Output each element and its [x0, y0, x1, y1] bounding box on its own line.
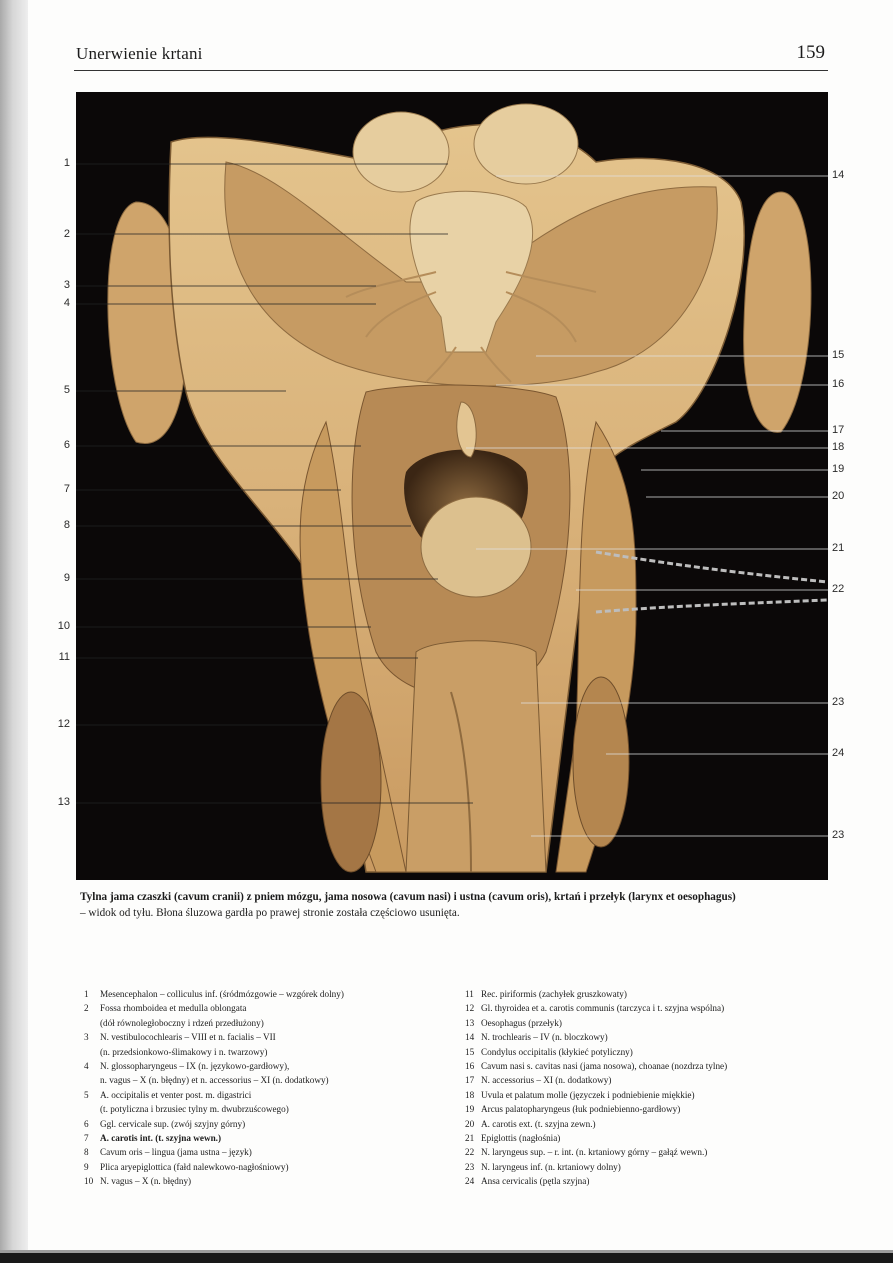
figure-label-4: 4: [63, 297, 70, 309]
legend-item: [84, 1131, 454, 1145]
legend-text: N. glossopharyngeus – IX (n. językowo-gardłowy),: [100, 1061, 290, 1072]
legend-number: 24: [465, 1176, 475, 1187]
figure-label-11: 11: [58, 651, 70, 663]
legend-text: N. vestibulocochlearis – VIII et n. facialis – VII: [100, 1032, 276, 1043]
legend-item: [84, 987, 454, 1001]
legend-text: N. laryngeus inf. (n. krtaniowy dolny): [481, 1161, 621, 1172]
legend-number: 17: [465, 1075, 475, 1086]
legend-text: Fossa rhomboidea et medulla oblongata: [100, 1003, 247, 1014]
legend-text: A. carotis ext. (t. szyjna zewn.): [481, 1118, 596, 1129]
legend-text: n. vagus – X (n. błędny) et n. accessorius – XI (n. dodatkowy): [100, 1075, 329, 1086]
legend-item: [84, 1117, 454, 1131]
figure-label-2: 2: [63, 228, 70, 240]
figure-label-23-lower: 23: [832, 829, 845, 841]
legend-number: 19: [465, 1104, 475, 1115]
legend-item: [84, 1088, 454, 1102]
figure-label-13: 13: [57, 796, 70, 808]
figure-label-15: 15: [832, 349, 845, 361]
dissection-illustration: [76, 92, 828, 880]
legend-number: 3: [84, 1032, 89, 1043]
legend-number: 20: [465, 1118, 475, 1129]
figure-label-12: 12: [57, 718, 70, 730]
legend-number: 2: [84, 1003, 89, 1014]
figure-label-3: 3: [63, 279, 70, 291]
legend-left-column: [84, 987, 454, 1189]
figure-label-9: 9: [63, 572, 70, 584]
legend-item: [465, 987, 835, 1001]
legend-text: A. carotis int. (t. szyjna wewn.): [100, 1133, 222, 1144]
figure-label-21: 21: [832, 542, 845, 554]
legend-text: Arcus palatopharyngeus (łuk podniebienno-gardłowy): [481, 1104, 681, 1115]
legend-number: 22: [465, 1147, 475, 1158]
legend-item: [84, 1160, 454, 1174]
legend-number: 8: [84, 1147, 89, 1158]
legend-text: Epiglottis (nagłośnia): [481, 1133, 561, 1144]
legend-text: Ggl. cervicale sup. (zwój szyjny górny): [100, 1118, 246, 1129]
figure-label-24: 24: [832, 747, 845, 759]
figure-label-18: 18: [832, 441, 845, 453]
running-head-title: Unerwienie krtani: [76, 44, 203, 63]
legend-item-continuation: [84, 1073, 454, 1087]
legend-number: 18: [465, 1089, 475, 1100]
scan-bottom-edge: [0, 1250, 893, 1263]
legend-item: [465, 1174, 835, 1188]
legend-text: Mesencephalon – colliculus inf. (śródmózgowie – wzgórek dolny): [100, 989, 344, 999]
caption-line-2: – widok od tyłu. Błona śluzowa gardła po prawej stronie została częściowo usunięta.: [80, 907, 460, 919]
legend-item: [465, 1059, 835, 1073]
legend-number: [84, 1016, 100, 1030]
legend-item: [465, 1160, 835, 1174]
legend-text: N. accessorius – XI (n. dodatkowy): [481, 1075, 612, 1086]
legend-number: 21: [465, 1133, 475, 1144]
legend-text: Gl. thyroidea et a. carotis communis (tarczyca i t. szyjna wspólna): [481, 1003, 725, 1014]
page-number: 159: [796, 42, 825, 63]
legend-number: [84, 1102, 100, 1116]
legend-number: 11: [465, 989, 474, 999]
figure-label-19: 19: [832, 463, 845, 475]
book-spine-shadow: [0, 0, 28, 1263]
legend-number: 5: [84, 1089, 89, 1100]
figure-label-10: 10: [57, 620, 70, 632]
legend-text: Cavum oris – lingua (jama ustna – język): [100, 1147, 252, 1158]
legend-item-continuation: [84, 1102, 454, 1116]
header-rule: [74, 70, 828, 71]
legend-number: 15: [465, 1046, 475, 1057]
legend-number: 23: [465, 1161, 475, 1172]
figure-label-7: 7: [63, 483, 70, 495]
legend-number: 10: [84, 1176, 94, 1187]
legend-item: [465, 1001, 835, 1015]
legend-text: A. occipitalis et venter post. m. digastrici: [100, 1089, 252, 1100]
legend-number: 4: [84, 1061, 89, 1072]
legend-number: 14: [465, 1032, 475, 1043]
legend-item: [465, 1117, 835, 1131]
legend-text: Ansa cervicalis (pętla szyjna): [481, 1176, 590, 1187]
legend-text: N. vagus – X (n. błędny): [100, 1176, 192, 1187]
figure-label-6: 6: [63, 439, 70, 451]
legend-text: (t. potyliczna i brzusiec tylny m. dwubrzuścowego): [100, 1104, 289, 1115]
legend-item: [84, 1174, 454, 1188]
legend-text: N. laryngeus sup. – r. int. (n. krtaniowy górny – gałąź wewn.): [481, 1147, 708, 1158]
legend-item: [84, 1145, 454, 1159]
legend-text: Cavum nasi s. cavitas nasi (jama nosowa), choanae (nozdrza tylne): [481, 1061, 728, 1072]
legend-item: [465, 1045, 835, 1059]
legend-item-continuation: [84, 1016, 454, 1030]
legend-number: 7: [84, 1133, 89, 1144]
legend-item: [84, 1001, 454, 1015]
legend-text: Condylus occipitalis (kłykieć potyliczny): [481, 1046, 633, 1057]
legend-item: [465, 1145, 835, 1159]
figure-label-14: 14: [832, 169, 845, 181]
legend-number: 12: [465, 1003, 475, 1014]
legend-number: 13: [465, 1017, 475, 1028]
legend-text: Uvula et palatum molle (języczek i podniebienie miękkie): [481, 1089, 695, 1100]
legend-text: (n. przedsionkowo-ślimakowy i n. twarzowy): [100, 1046, 268, 1057]
figure-label-20: 20: [832, 490, 845, 502]
legend-item: [84, 1059, 454, 1073]
figure-label-17: 17: [832, 424, 845, 436]
legend-item: [465, 1088, 835, 1102]
figure-label-22: 22: [832, 583, 845, 595]
legend-number: 1: [84, 989, 89, 999]
legend-item: [465, 1030, 835, 1044]
legend-number: 9: [84, 1161, 89, 1172]
legend-item: [465, 1073, 835, 1087]
legend-number: 6: [84, 1118, 89, 1129]
legend-number: [84, 1073, 100, 1087]
figure-label-5: 5: [63, 384, 70, 396]
figure-label-1: 1: [63, 157, 70, 169]
anatomical-photograph: [76, 92, 828, 880]
legend-item: [465, 1016, 835, 1030]
legend-right-column: [465, 987, 835, 1189]
legend-text: (dół równoległoboczny i rdzeń przedłużony): [100, 1017, 264, 1028]
legend-item-continuation: [84, 1045, 454, 1059]
legend-text: Oesophagus (przełyk): [481, 1017, 562, 1028]
legend-text: Rec. piriformis (zachyłek gruszkowaty): [481, 989, 627, 999]
legend-text: Plica aryepiglottica (fałd nalewkowo-nagłośniowy): [100, 1161, 289, 1172]
legend-item: [465, 1102, 835, 1116]
figure-label-16: 16: [832, 378, 845, 390]
legend-item: [84, 1030, 454, 1044]
figure-caption: [80, 889, 832, 921]
legend-number: 16: [465, 1061, 475, 1072]
figure-label-23: 23: [832, 696, 845, 708]
legend-number: [84, 1045, 100, 1059]
legend-text: N. trochlearis – IV (n. bloczkowy): [481, 1032, 608, 1043]
legend-item: [465, 1131, 835, 1145]
caption-line-1: Tylna jama czaszki (cavum cranii) z pniem mózgu, jama nosowa (cavum nasi) i ustna (cavum oris), krtań i przełyk (larynx et oesophagus): [80, 891, 736, 903]
figure-label-8: 8: [63, 519, 70, 531]
